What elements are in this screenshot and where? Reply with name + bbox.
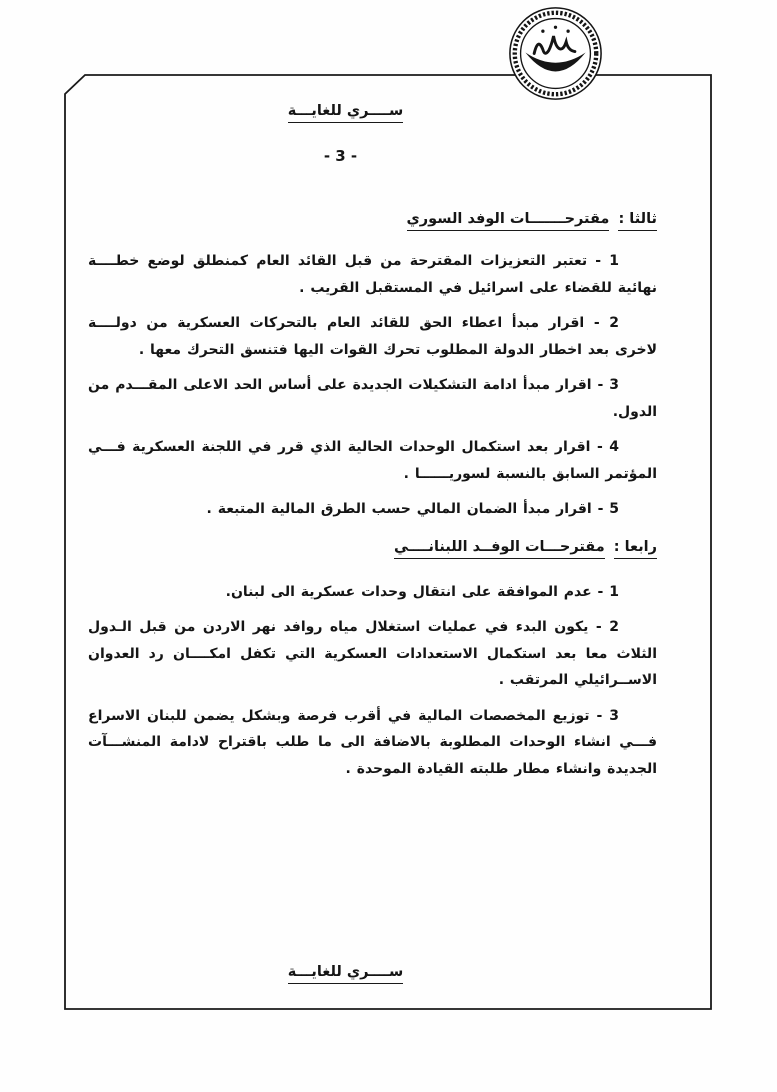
classification-header — [61, 102, 630, 120]
section-title: مقترحـــــــات الوفد السوري — [407, 211, 610, 231]
document-body — [66, 75, 711, 1009]
section-heading-lebanese-delegation — [88, 535, 657, 559]
section-label: رابعا : — [614, 539, 657, 559]
section-label: ثالثا : — [618, 211, 657, 231]
section-title: مقترحـــات الوفــد اللبنانــــي — [394, 539, 605, 559]
syrian-item-2: 2 - اقرار مبدأ اعطاء الحق للقائد العام بالتحركات العسكرية من دولــــة لاخرى بعد اخطار الدولة المطلوب تحرك القوات اليها فتنسق التحرك معها . — [88, 315, 657, 358]
classification-header-text: ســــري للغايـــة — [288, 103, 404, 123]
page-number: - 3 - — [323, 147, 358, 165]
syrian-item-1: 1 - تعتبر التعزيزات المقترحة من قبل القائد العام كمنطلق لوضع خطــــة نهائية للقضاء على اسرائيل في المستقبل القريب . — [88, 253, 657, 296]
lebanese-item-2: 2 - يكون البدء في عمليات استغلال مياه روافد نهر الاردن من قبل الـدول الثلاث معا بعد استكمال الاستعدادات العسكرية التي تكفل امكــــان رد العدوان الاســرائيلي المرتقب . — [88, 619, 657, 688]
section-heading-syrian-delegation — [88, 207, 657, 231]
classification-footer-text: ســــري للغايـــة — [288, 964, 404, 984]
lebanese-item-3: 3 - توزيع المخصصات المالية في أقرب فرصة وبشكل يضمن للبنان الاسراع فـــي انشاء الوحدات المطلوبة بالاضافة الى ما طلب باقتراح لادامة المنشـــآت الجديدة وانشاء مطار طلبته القيادة الموحدة . — [88, 707, 657, 777]
lebanese-item-1: 1 - عدم الموافقة على انتقال وحدات عسكرية الى لبنان. — [225, 583, 619, 600]
syrian-item-3: 3 - اقرار مبدأ ادامة التشكيلات الجديدة على أساس الحد الاعلى المقـــدم من الدول. — [88, 377, 657, 420]
syrian-item-5: 5 - اقرار مبدأ الضمان المالي حسب الطرق المالية المتبعة . — [206, 501, 619, 517]
classification-footer — [23, 964, 668, 980]
syrian-item-4: 4 - اقرار بعد استكمال الوحدات الحالية الذي قرر في اللجنة العسكرية فـــي المؤتمر السابق بالنسبة لسوريــــــا . — [88, 439, 657, 482]
